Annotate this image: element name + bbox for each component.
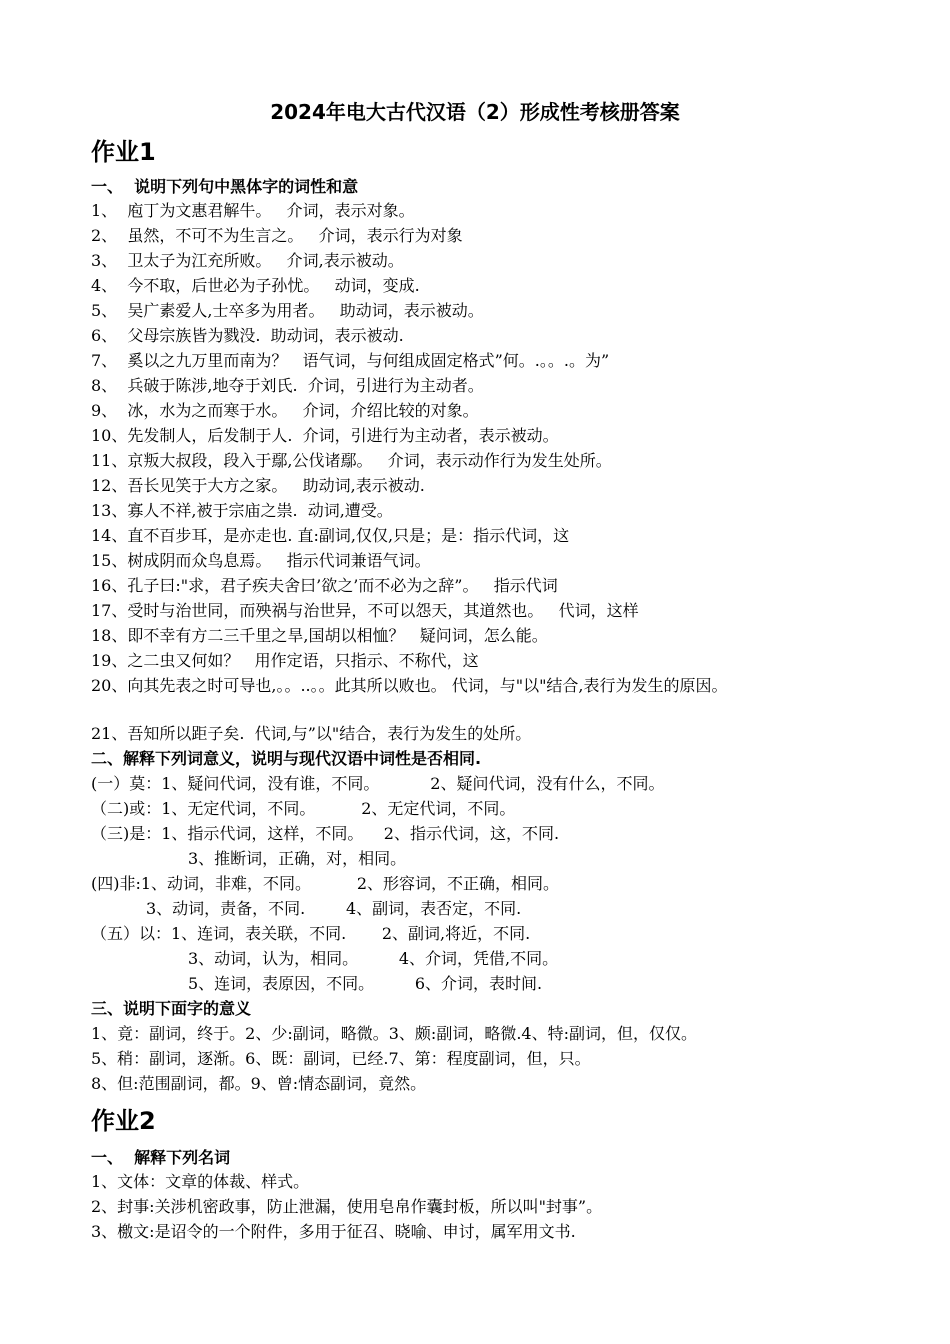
answer-line: 2、 虽然，不可不为生言之。 介词，表示行为对象 bbox=[91, 226, 463, 245]
answer-line: 7、 奚以之九万里而南为？ 语气词，与何组成固定格式”何。.。。.。为” bbox=[91, 351, 610, 370]
homework-1-heading: 作业1 bbox=[91, 138, 156, 166]
answer-line: 3、 卫太子为江充所败。 介词,表示被动。 bbox=[91, 251, 404, 270]
answer-line: 5、稍：副词，逐渐。6、既：副词，已经.7、第：程度副词，但，只。 bbox=[91, 1049, 591, 1068]
answer-line: 11、京叛大叔段，段入于鄢,公伐诸鄢。 介词，表示动作行为发生处所。 bbox=[91, 451, 612, 470]
answer-line: 20、向其先表之时可导也,。。..。。此其所以败也。 代词，与"以"结合,表行为发生的原因。 bbox=[91, 676, 728, 695]
answer-line: (四)非:1、动词，非难，不同。 2、形容词，不正确，相同。 bbox=[91, 874, 560, 893]
answer-line: 8、但:范围副词，都。9、曾:情态副词，竟然。 bbox=[91, 1074, 427, 1093]
answer-line: 3、动词，责备，不同. 4、副词，表否定，不同. bbox=[146, 899, 522, 918]
hw1-section-1-heading: 一、 说明下列句中黑体字的词性和意 bbox=[91, 177, 359, 196]
answer-line: 1、文体：文章的体裁、样式。 bbox=[91, 1172, 310, 1191]
answer-line: 15、树成阴而众鸟息焉。 指示代词兼语气词。 bbox=[91, 551, 431, 570]
answer-line: 2、封事:关涉机密政事，防止泄漏，使用皂帛作囊封板，所以叫"封事”。 bbox=[91, 1197, 603, 1216]
answer-line: 1、竟：副词，终于。2、少:副词，略微。3、颇:副词，略微.4、特:副词，但，仅仅。 bbox=[91, 1024, 697, 1043]
document-title: 2024年电大古代汉语（2）形成性考核册答案 bbox=[270, 100, 680, 124]
answer-line: 10、先发制人，后发制于人. 介词，引进行为主动者，表示被动。 bbox=[91, 426, 559, 445]
answer-line: （二)或：1、无定代词，不同。 2、无定代词，不同。 bbox=[91, 799, 516, 818]
answer-line: （五）以：1、连词，表关联，不同. 2、副词,将近，不同. bbox=[91, 924, 531, 943]
answer-line: 16、孔子曰:"求，君子疾夫舍曰’欲之’而不必为之辞”。 指示代词 bbox=[91, 576, 558, 595]
answer-line: 4、 今不取，后世必为子孙忧。 动词，变成. bbox=[91, 276, 420, 295]
hw1-section-3-heading: 三、说明下面字的意义 bbox=[91, 999, 252, 1018]
answer-line: 14、直不百步耳，是亦走也. 直:副词,仅仅,只是；是：指示代词，这 bbox=[91, 526, 570, 545]
answer-line: （三)是：1、指示代词，这样，不同。 2、指示代词，这，不同. bbox=[91, 824, 560, 843]
answer-line: 1、 庖丁为文惠君解牛。 介词，表示对象。 bbox=[91, 201, 415, 220]
answer-line: 21、吾知所以距子矣. 代词,与”以"结合，表行为发生的处所。 bbox=[91, 724, 532, 743]
hw1-section-2-heading: 二、解释下列词意义，说明与现代汉语中词性是否相同. bbox=[91, 749, 482, 768]
answer-line: 5、 吴广素爱人,士卒多为用者。 助动词，表示被动。 bbox=[91, 301, 484, 320]
answer-line: 18、即不幸有方二三千里之旱,国胡以相恤？ 疑问词，怎么能。 bbox=[91, 626, 548, 645]
hw2-section-1-heading: 一、 解释下列名词 bbox=[91, 1148, 231, 1167]
answer-line: 12、吾长见笑于大方之家。 助动词,表示被动. bbox=[91, 476, 425, 495]
answer-line: 8、 兵破于陈涉,地夺于刘氏. 介词，引进行为主动者。 bbox=[91, 376, 484, 395]
answer-line: 6、 父母宗族皆为戮没. 助动词，表示被动. bbox=[91, 326, 404, 345]
answer-line: (一）莫：1、疑问代词，没有谁，不同。 2、疑问代词，没有什么，不同。 bbox=[91, 774, 665, 793]
answer-line: 3、檄文:是诏令的一个附件，多用于征召、晓喻、申讨，属军用文书. bbox=[91, 1222, 576, 1241]
answer-line: 9、 冰，水为之而寒于水。 介词，介绍比较的对象。 bbox=[91, 401, 479, 420]
answer-line: 3、推断词，正确，对，相同。 bbox=[188, 849, 407, 868]
homework-2-heading: 作业2 bbox=[91, 1107, 156, 1135]
answer-line: 13、寡人不祥,被于宗庙之祟. 动词,遭受。 bbox=[91, 501, 393, 520]
answer-line: 17、受时与治世同，而殃祸与治世异，不可以怨天，其道然也。 代词，这样 bbox=[91, 601, 639, 620]
answer-line: 5、连词，表原因，不同。 6、介词，表时间. bbox=[188, 974, 543, 993]
answer-line: 19、之二虫又何如？ 用作定语，只指示、不称代，这 bbox=[91, 651, 479, 670]
answer-line: 3、动词，认为，相同。 4、介词，凭借,不同。 bbox=[188, 949, 559, 968]
